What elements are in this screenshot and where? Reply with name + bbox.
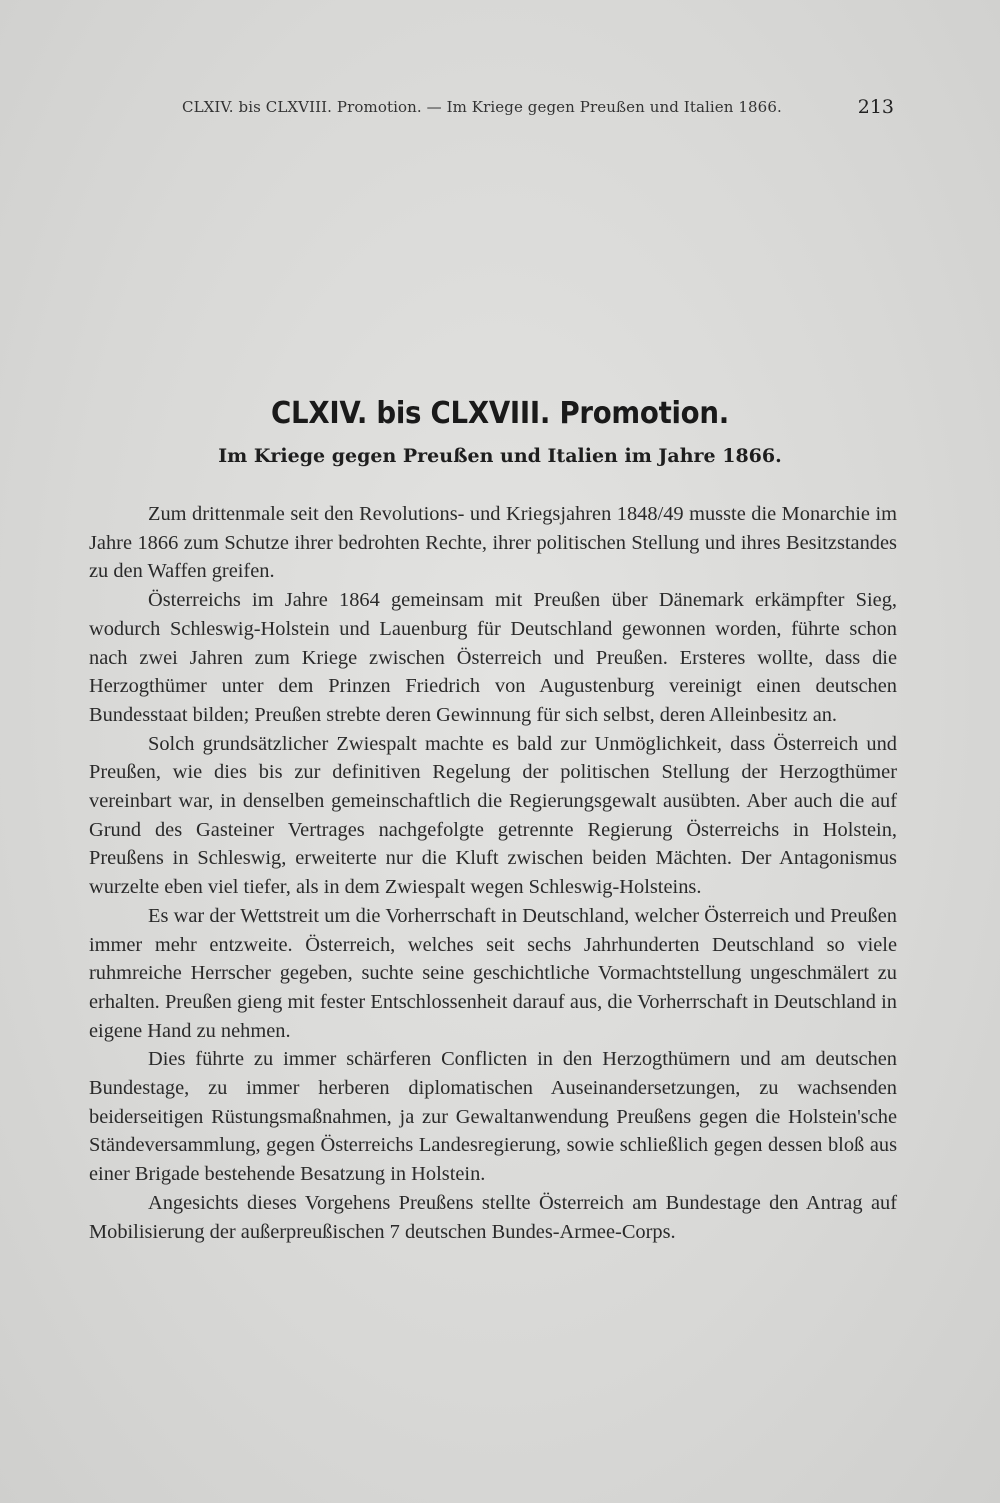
page-number: 213 <box>857 96 894 118</box>
chapter-heading <box>0 392 1000 470</box>
running-title: CLXIV. bis CLXVIII. Promotion. — Im Kriege gegen Preußen und Italien 1866. <box>182 98 782 116</box>
paragraph: Es war der Wettstreit um die Vorherrschaft in Deutschland, welcher Österreich und Preußen immer mehr entzweite. Österreich, welches seit sechs Jahrhunderten Deutschland so viele ruhmreiche Herrscher gegeben, suchte seine geschichtliche Vormachtstellung ungeschmälert zu erhalten. Preußen gieng mit fester Entschlossenheit darauf aus, die Vorherrschaft in Deutschland in eigene Hand zu nehmen. <box>89 904 897 1042</box>
paragraph: Zum drittenmale seit den Revolutions- und Kriegsjahren 1848/49 musste die Monarchie im Jahre 1866 zum Schutze ihrer bedrohten Rechte, ihrer politischen Stellung und ihres Besitzstandes zu den Waffen greifen. <box>89 503 897 583</box>
chapter-subtitle: Im Kriege gegen Preußen und Italien im Jahre 1866. <box>218 445 782 467</box>
running-header <box>182 96 894 120</box>
paragraph: Angesichts dieses Vorgehens Preußens stellte Österreich am Bundestage den Antrag auf Mobilisierung der außerpreußischen 7 deutschen Bundes-Armee-Corps. <box>89 1191 897 1243</box>
paragraph: Solch grundsätzlicher Zwiespalt machte es bald zur Unmöglichkeit, dass Österreich und Preußen, wie dies bis zur definitiven Regelung der politischen Stellung der Herzogthümer vereinbart war, in denselben gemeinschaftlich die Regierungsgewalt ausübten. Aber auch die auf Grund des Gasteiner Vertrages nachgefolgte getrennte Regierung Österreichs in Holstein, Preußens in Schleswig, erweiterte nur die Kluft zwischen beiden Mächten. Der Antagonismus wurzelte eben viel tiefer, als in dem Zwiespalt wegen Schleswig-Holsteins. <box>89 732 897 899</box>
paragraph: Österreichs im Jahre 1864 gemeinsam mit Preußen über Dänemark erkämpfter Sieg, wodurch Schleswig-Holstein und Lauenburg für Deutschland gewonnen worden, führte schon nach zwei Jahren zum Kriege zwischen Österreich und Preußen. Ersteres wollte, dass die Herzogthümer unter dem Prinzen Friedrich von Augustenburg vereinigt einen deutschen Bundesstaat bilden; Preußen strebte deren Gewinnung für sich selbst, deren Alleinbesitz an. <box>89 589 897 726</box>
paragraph: Dies führte zu immer schärferen Conflicten in den Herzogthümern und am deutschen Bundestage, zu immer herberen diplomatischen Auseinandersetzungen, zu wachsenden beiderseitigen Rüstungsmaßnahmen, ja zur Gewaltanwendung Preußens gegen die Holstein'sche Ständeversammlung, gegen Österreichs Landesregierung, sowie schließlich gegen dessen bloß aus einer Brigade bestehende Besatzung in Holstein. <box>89 1048 897 1186</box>
body-text <box>89 500 897 1246</box>
chapter-title: CLXIV. bis CLXVIII. Promotion. <box>271 396 729 431</box>
